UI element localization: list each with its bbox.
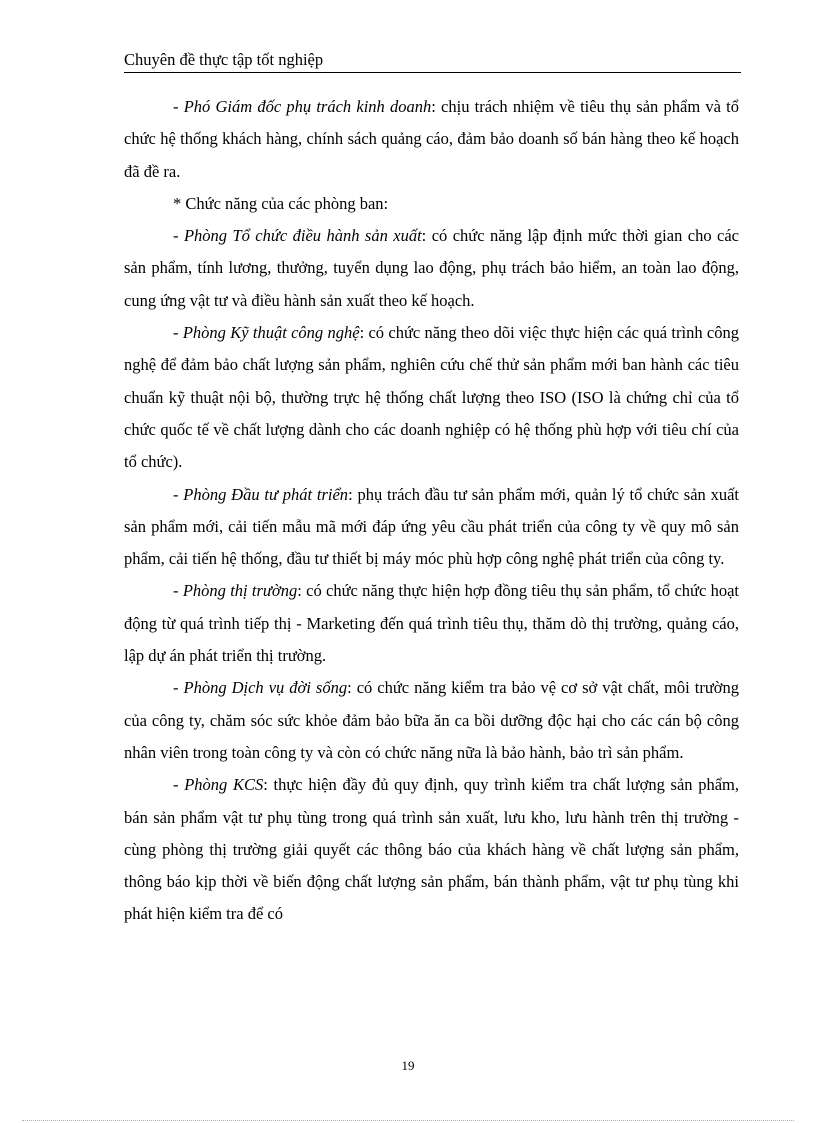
paragraph-text: : chịu trách nhiệm về tiêu thụ sản phẩm và tổ chức hệ thống khách hàng, chính sách quảng cáo, đảm bảo doanh số bán hàng theo kế hoạch đã đề ra.: [124, 97, 739, 181]
paragraph-text: : thực hiện đầy đủ quy định, quy trình kiểm tra chất lượng sản phẩm, bán sản phẩm vật tư phụ tùng trong quá trình sản xuất, lưu kho, lưu hành trên thị trường - cùng phòng thị trường giải quyết các thông báo của khách hàng về chất lượng sản phẩm, thông báo kịp thời về biến động chất lượng sản phẩm, bán thành phẩm, vật tư phụ tùng khi phát hiện kiểm tra để có: [124, 775, 739, 924]
paragraph-term: Phòng KCS: [184, 775, 264, 795]
paragraph-text: : có chức năng theo dõi việc thực hiện các quá trình công nghệ để đảm bảo chất lượng sản phẩm, nghiên cứu chế thử sản phẩm mới ban hành các tiêu chuẩn kỹ thuật nội bộ, thường trực hệ thống chất lượng theo ISO (ISO là chứng chỉ của tổ chức quốc tế về chất lượng dành cho các doanh nghiệp có hệ thống phù hợp với tiêu chí của tổ chức).: [124, 323, 739, 472]
paragraph-market-office: [124, 575, 739, 672]
paragraph-lead: -: [173, 581, 183, 601]
paragraph-deputy-director: [124, 91, 739, 188]
paragraph-technology-office: [124, 317, 739, 478]
header-title: Chuyên đề thực tập tốt nghiệp: [124, 50, 324, 69]
paragraph-lead: -: [173, 678, 184, 698]
paragraph-term: Phòng Dịch vụ đời sống: [183, 678, 348, 698]
paragraph-services-office: [124, 672, 739, 769]
paragraph-term: Phòng Đầu tư phát triển: [183, 484, 349, 504]
paragraph-term: Phòng Kỹ thuật công nghệ: [182, 323, 360, 343]
paragraph-lead: -: [173, 323, 183, 343]
page-header: [124, 50, 741, 73]
paragraph-text: : có chức năng kiểm tra bảo vệ cơ sở vật chất, môi trường của công ty, chăm sóc sức khỏe đảm bảo bữa ăn ca bồi dưỡng độc hại cho các cán bộ công nhân viên trong toàn công ty và còn có chức năng nữa là bảo hành, bảo trì sản phẩm.: [124, 678, 739, 762]
page-bottom-divider: [22, 1120, 794, 1121]
paragraph-investment-office: [124, 479, 739, 576]
paragraph-lead: -: [173, 775, 185, 795]
page-number: 19: [401, 1058, 415, 1073]
paragraph-text: : có chức năng thực hiện hợp đồng tiêu thụ sản phẩm, tổ chức hoạt động từ quá trình tiếp thị - Marketing đến quá trình tiêu thụ, thăm dò thị trường, quảng cáo, lập dự án phát triển thị trường.: [124, 581, 739, 666]
paragraph-lead: -: [173, 484, 184, 504]
paragraph-text: : có chức năng lập định mức thời gian cho các sản phẩm, tính lương, thưởng, tuyển dụng lao động, phụ trách bảo hiểm, an toàn lao động, cung ứng vật tư và điều hành sản xuất theo kế hoạch.: [124, 226, 740, 310]
paragraph-term: Phòng thị trường: [182, 581, 298, 601]
paragraph-kcs-office: [124, 769, 739, 930]
paragraph-term: Phòng Tổ chức điều hành sản xuất: [183, 226, 422, 246]
paragraph-production-office: [124, 220, 739, 317]
paragraph-lead: -: [173, 97, 184, 116]
paragraph-lead: -: [173, 226, 184, 246]
paragraph-lead: * Chức năng của các phòng ban:: [173, 193, 389, 213]
paragraph-departments-heading: [124, 188, 739, 220]
paragraph-term: Phó Giám đốc phụ trách kinh doanh: [183, 97, 432, 116]
document-body: [124, 91, 739, 931]
paragraph-text: : phụ trách đầu tư sản phẩm mới, quản lý tổ chức sản xuất sản phẩm mới, cải tiến mẫu mã mới đáp ứng yêu cầu phát triển của công ty về quy mô sản phẩm, cải tiến hệ thống, đầu tư thiết bị máy móc phù hợp công nghệ phát triển của công ty.: [124, 484, 739, 569]
